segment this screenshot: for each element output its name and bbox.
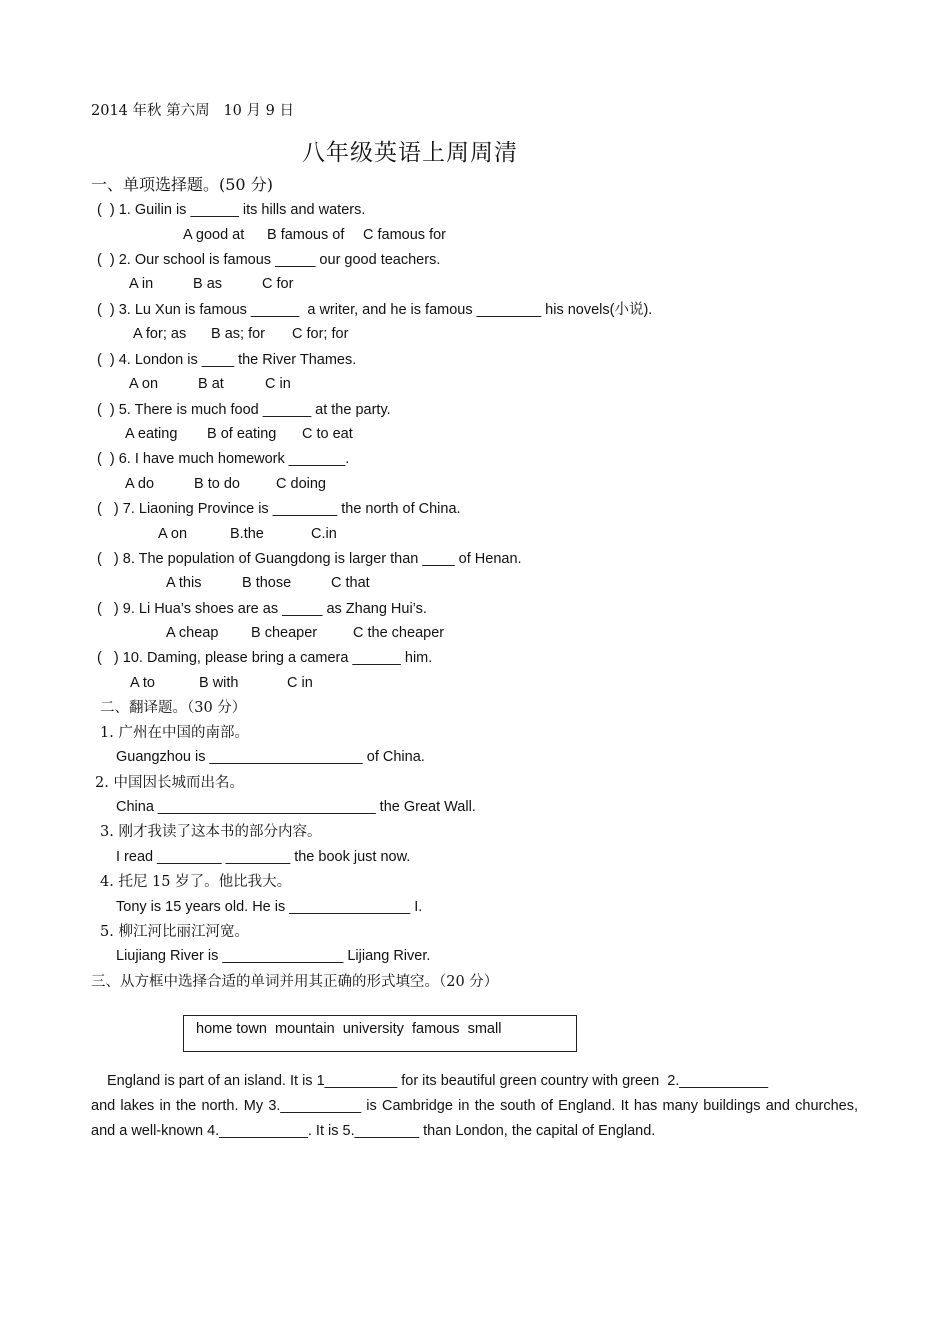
option-5c: C to eat — [302, 426, 353, 442]
section-heading-2: 二、翻译题。（30 分） — [100, 700, 247, 716]
option-10a: A to — [130, 675, 155, 691]
option-3b: B as; for — [211, 326, 265, 342]
page-title: 八年级英语上周周清 — [302, 140, 518, 166]
translation-2-en: China ___________________________ the Great Wall. — [116, 799, 476, 815]
question-3: ( ) 3. Lu Xun is famous ______ a writer, and he is famous ________ his novels(小说). — [97, 302, 653, 318]
question-10: ( ) 10. Daming, please bring a camera ______ him. — [97, 650, 433, 666]
translation-3-en: I read ________ ________ the book just now. — [116, 849, 411, 865]
translation-1-en: Guangzhou is ___________________ of China. — [116, 749, 425, 765]
question-5: ( ) 5. There is much food ______ at the party. — [97, 402, 391, 418]
section-heading-1: 一、单项选择题。(50 分) — [91, 175, 273, 194]
option-4a: A on — [129, 376, 159, 392]
option-1c: C famous for — [363, 227, 446, 243]
option-8c: C that — [331, 575, 370, 591]
passage-paragraph: and lakes in the north. My 3.__________ is Cambridge in the south of England. It has many buildings and churches, and a well-known 4.___________. It is 5.________ than London, the capital of England. — [91, 1098, 858, 1139]
question-2: ( ) 2. Our school is famous _____ our good teachers. — [97, 252, 441, 268]
option-1a: A good at — [183, 227, 245, 243]
option-6b: B to do — [194, 476, 240, 492]
question-9: ( ) 9. Li Hua’s shoes are as _____ as Zhang Hui’s. — [97, 601, 427, 617]
option-9b: B cheaper — [251, 625, 318, 641]
translation-5-en: Liujiang River is _______________ Lijiang River. — [116, 948, 431, 964]
header-date: 2014 年秋 第六周 10 月 9 日 — [91, 103, 294, 119]
passage-line-1: England is part of an island. It is 1_________ for its beautiful green country with green 2.___________ — [107, 1073, 769, 1089]
question-7: ( ) 7. Liaoning Province is ________ the north of China. — [97, 501, 461, 517]
option-2a: A in — [129, 276, 154, 292]
option-2b: B as — [193, 276, 223, 292]
question-1: ( ) 1. Guilin is ______ its hills and waters. — [97, 202, 366, 218]
option-8a: A this — [166, 575, 202, 591]
option-5b: B of eating — [207, 426, 277, 442]
translation-2-cn: 2. 中国因长城而出名。 — [95, 775, 244, 791]
translation-1-cn: 1. 广州在中国的南部。 — [100, 725, 249, 741]
option-10c: C in — [287, 675, 313, 691]
option-9c: C the cheaper — [353, 625, 445, 641]
option-3c: C for; for — [292, 326, 349, 342]
option-7b: B.the — [230, 526, 264, 542]
option-6c: C doing — [276, 476, 326, 492]
option-4c: C in — [265, 376, 291, 392]
question-6: ( ) 6. I have much homework _______. — [97, 451, 350, 467]
option-3a: A for; as — [133, 326, 187, 342]
section-heading-3: 三、从方框中选择合适的单词并用其正确的形式填空。（20 分） — [91, 974, 499, 990]
option-4b: B at — [198, 376, 224, 392]
translation-4-cn: 4. 托尼 15 岁了。他比我大。 — [100, 874, 292, 890]
translation-5-cn: 5. 柳江河比丽江河宽。 — [100, 924, 249, 940]
word-box — [183, 1015, 577, 1052]
option-5a: A eating — [125, 426, 178, 442]
option-7a: A on — [158, 526, 188, 542]
option-2c: C for — [262, 276, 294, 292]
option-9a: A cheap — [166, 625, 219, 641]
option-1b: B famous of — [267, 227, 345, 243]
translation-3-cn: 3. 刚才我读了这本书的部分内容。 — [100, 824, 322, 840]
option-10b: B with — [199, 675, 239, 691]
word-box-words: home town mountain university famous small — [196, 1021, 502, 1037]
option-6a: A do — [125, 476, 155, 492]
question-8: ( ) 8. The population of Guangdong is larger than ____ of Henan. — [97, 551, 522, 567]
option-8b: B those — [242, 575, 292, 591]
question-4: ( ) 4. London is ____ the River Thames. — [97, 352, 357, 368]
translation-4-en: Tony is 15 years old. He is _______________ I. — [116, 899, 423, 915]
option-7c: C.in — [311, 526, 337, 542]
